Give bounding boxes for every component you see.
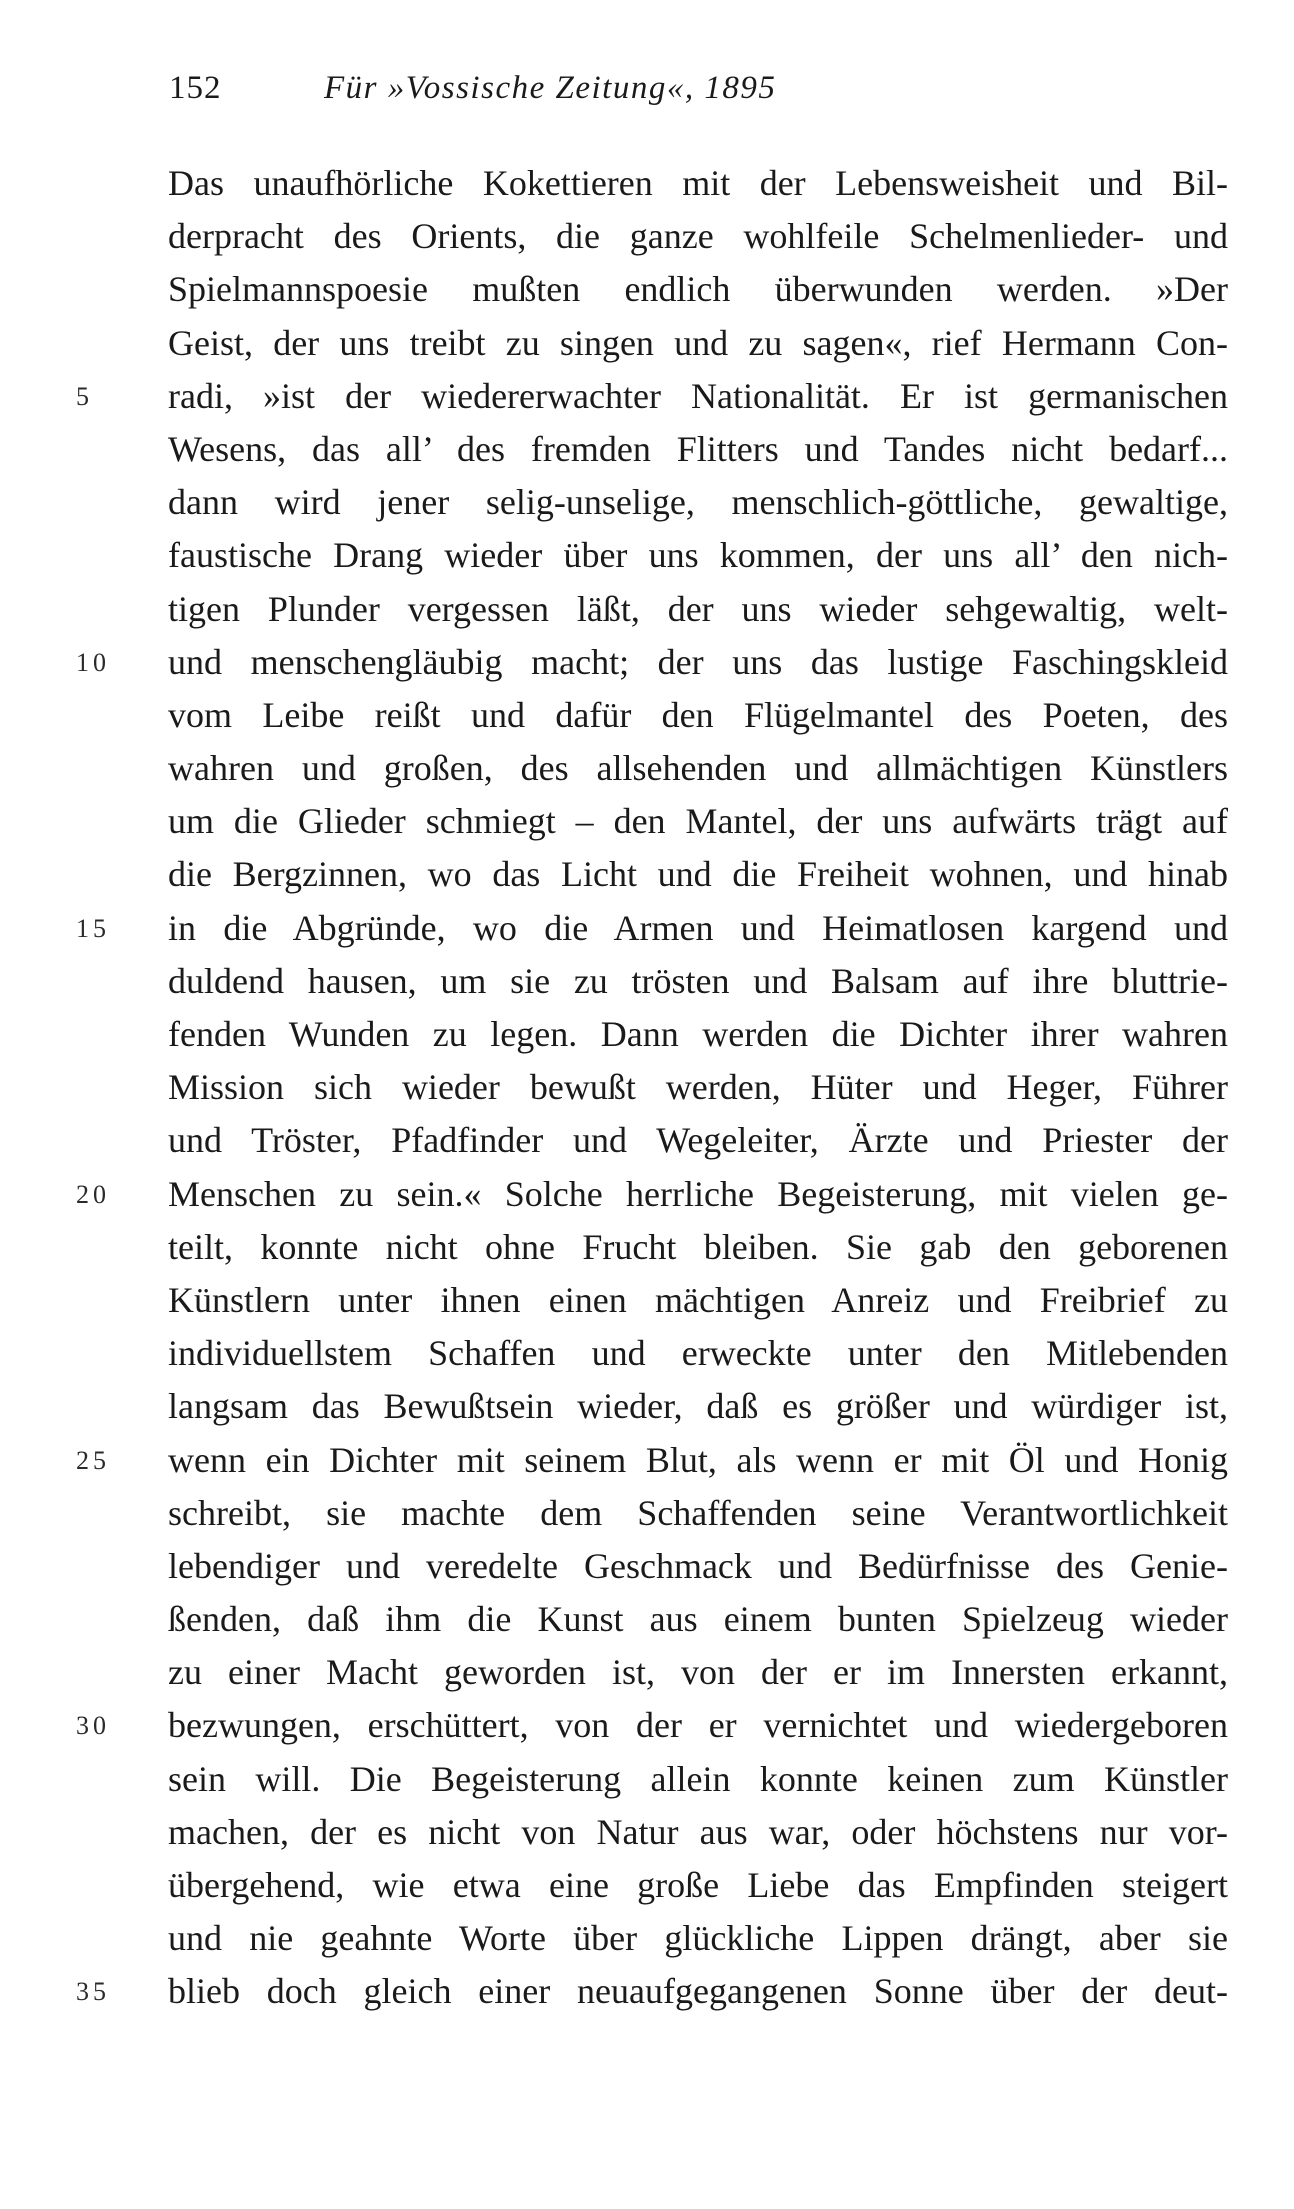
text-line-28 — [168, 1593, 1228, 1646]
line-text: wahren und großen, des allsehenden und allmächtigen Künstlers — [168, 748, 1228, 789]
line-text: Mission sich wieder bewußt werden, Hüter und Heger, Führer — [168, 1067, 1228, 1108]
line-text: individuellstem Schaffen und erweckte unter den Mitlebenden — [168, 1333, 1228, 1374]
line-text: radi, »ist der wiedererwachter Nationalität. Er ist germanischen — [168, 375, 1228, 416]
running-head — [169, 68, 776, 108]
text-line-23 — [168, 1327, 1228, 1380]
text-line-18 — [168, 1061, 1228, 1114]
text-line-3 — [168, 263, 1228, 316]
text-line-1 — [168, 157, 1228, 210]
line-text: langsam das Bewußtsein wieder, daß es größer und würdiger ist, — [168, 1386, 1228, 1427]
line-text: die Bergzinnen, wo das Licht und die Freiheit wohnen, und hinab — [168, 854, 1228, 895]
line-text: sein will. Die Begeisterung allein konnte keinen zum Künstler — [168, 1758, 1228, 1799]
text-line-4 — [168, 317, 1228, 370]
text-line-2 — [168, 210, 1228, 263]
line-number: 20 — [76, 1179, 110, 1209]
line-text: blieb doch gleich einer neuaufgegangenen Sonne über der deut- — [168, 1971, 1228, 2012]
text-line-19 — [168, 1114, 1228, 1167]
line-text: lebendiger und veredelte Geschmack und Bedürfnisse des Genie- — [168, 1545, 1228, 1586]
line-text: schreibt, sie machte dem Schaffenden seine Verantwortlichkeit — [168, 1492, 1228, 1533]
line-text: duldend hausen, um sie zu trösten und Balsam auf ihre bluttrie- — [168, 960, 1228, 1001]
line-text: wenn ein Dichter mit seinem Blut, als wenn er mit Öl und Honig — [168, 1439, 1228, 1480]
line-text: teilt, konnte nicht ohne Frucht bleiben. Sie gab den geborenen — [168, 1226, 1228, 1267]
text-line-30 — [76, 1699, 1228, 1752]
line-number: 15 — [76, 913, 110, 943]
page-number: 152 — [169, 70, 222, 106]
line-text: Geist, der uns treibt zu singen und zu sagen«, rief Hermann Con- — [168, 322, 1228, 363]
line-text: Wesens, das all’ des fremden Flitters und Tandes nicht bedarf... — [168, 428, 1228, 469]
line-text: und menschengläubig macht; der uns das lustige Faschingskleid — [168, 641, 1228, 682]
text-line-21 — [168, 1221, 1228, 1274]
running-head-title: Für »Vossische Zeitung«, 1895 — [324, 70, 777, 106]
line-number: 35 — [76, 1977, 110, 2007]
line-text: derpracht des Orients, die ganze wohlfeile Schelmenlieder- und — [168, 216, 1228, 257]
text-line-6 — [168, 423, 1228, 476]
text-line-20 — [76, 1168, 1228, 1221]
line-text: vom Leibe reißt und dafür den Flügelmantel des Poeten, des — [168, 694, 1228, 735]
text-line-35 — [76, 1965, 1228, 2018]
body-text — [76, 157, 1228, 2019]
line-text: faustische Drang wieder über uns kommen, der uns all’ den nich- — [168, 535, 1228, 576]
line-text: und Tröster, Pfadfinder und Wegeleiter, Ärzte und Priester der — [168, 1120, 1228, 1161]
text-line-10 — [76, 636, 1228, 689]
line-number: 10 — [76, 647, 110, 677]
text-line-11 — [168, 689, 1228, 742]
line-number: 5 — [76, 381, 93, 411]
text-line-15 — [76, 902, 1228, 955]
text-line-13 — [168, 795, 1228, 848]
text-line-31 — [168, 1753, 1228, 1806]
line-text: Das unaufhörliche Kokettieren mit der Lebensweisheit und Bil- — [168, 163, 1228, 203]
line-text: dann wird jener selig-unselige, menschlich-göttliche, gewaltige, — [168, 482, 1228, 523]
text-line-17 — [168, 1008, 1228, 1061]
text-line-8 — [168, 529, 1228, 582]
text-line-34 — [168, 1912, 1228, 1965]
text-line-12 — [168, 742, 1228, 795]
text-line-5 — [76, 370, 1228, 423]
text-line-32 — [168, 1806, 1228, 1859]
text-line-7 — [168, 476, 1228, 529]
line-number: 30 — [76, 1711, 110, 1741]
text-line-16 — [168, 955, 1228, 1008]
line-text: in die Abgründe, wo die Armen und Heimatlosen kargend und — [168, 907, 1228, 948]
line-text: fenden Wunden zu legen. Dann werden die Dichter ihrer wahren — [168, 1014, 1228, 1054]
text-line-29 — [168, 1646, 1228, 1699]
line-text: zu einer Macht geworden ist, von der er im Innersten erkannt, — [168, 1652, 1228, 1693]
text-line-25 — [76, 1434, 1228, 1487]
text-line-33 — [168, 1859, 1228, 1912]
line-text: Spielmannspoesie mußten endlich überwunden werden. »Der — [168, 269, 1228, 310]
line-text: übergehend, wie etwa eine große Liebe das Empfinden steigert — [168, 1865, 1228, 1905]
text-line-26 — [168, 1487, 1228, 1540]
line-text: Menschen zu sein.« Solche herrliche Begeisterung, mit vielen ge- — [168, 1173, 1228, 1214]
text-line-24 — [168, 1380, 1228, 1433]
line-text: tigen Plunder vergessen läßt, der uns wieder sehgewaltig, welt- — [168, 588, 1228, 629]
text-line-27 — [168, 1540, 1228, 1593]
line-number: 25 — [76, 1445, 110, 1475]
line-text: ßenden, daß ihm die Kunst aus einem bunten Spielzeug wieder — [168, 1599, 1228, 1640]
line-text: um die Glieder schmiegt – den Mantel, der uns aufwärts trägt auf — [168, 801, 1228, 842]
text-line-22 — [168, 1274, 1228, 1327]
line-text: machen, der es nicht von Natur aus war, oder höchstens nur vor- — [168, 1811, 1228, 1852]
text-line-9 — [168, 583, 1228, 636]
text-line-14 — [168, 848, 1228, 901]
line-text: bezwungen, erschüttert, von der er vernichtet und wiedergeboren — [168, 1705, 1228, 1746]
line-text: und nie geahnte Worte über glückliche Lippen drängt, aber sie — [168, 1918, 1228, 1959]
line-text: Künstlern unter ihnen einen mächtigen Anreiz und Freibrief zu — [168, 1279, 1228, 1320]
